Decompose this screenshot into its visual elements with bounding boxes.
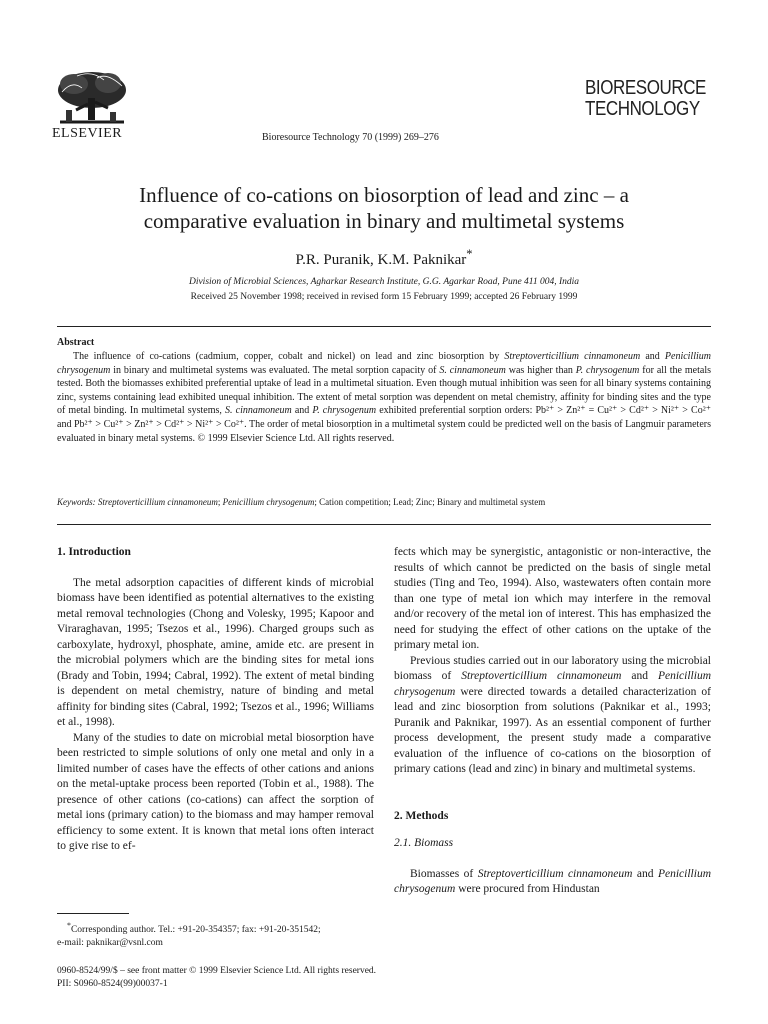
abstract-organism: S. cinnamoneum xyxy=(439,364,506,376)
footnote-divider xyxy=(57,913,129,914)
right-column xyxy=(394,545,711,898)
paragraph-segment: were directed towards a detailed characterization of lead and zinc biosorption from solutions (Paknikar et al., 1993; Puranik and Paknikar, 1997). As an essential component of further process development, the present study made a comparative evaluation of the influence of co-cations on the biosorption of primary cations (lead and zinc) in binary and multimetal systems. xyxy=(394,685,711,775)
tree-logo-icon xyxy=(52,70,132,126)
organism-name: Penicillium chrysogenum xyxy=(394,670,711,698)
abstract-segment: for all the metals tested. Both the biomasses exhibited preferential uptake of lead in a multimetal situation. Even though mutual inhibition was seen for all binary systems containing zinc, systems containing lead exhibited unequal inhibition. The extent of metal sorption was dependent on metal chemistry, affinity for binding sites and the type of metal binding. In multimetal systems, xyxy=(57,364,711,417)
footnote-line xyxy=(57,919,374,937)
abstract-text xyxy=(57,350,711,445)
footnote-mark: * xyxy=(67,921,71,930)
article-title-line1: Influence of co-cations on biosorption of lead and zinc – a xyxy=(139,183,629,207)
keyword-list: ; Cation competition; Lead; Zinc; Binary and multimetal system xyxy=(314,497,546,507)
article-authors xyxy=(60,247,708,269)
article-dates: Received 25 November 1998; received in revised form 15 February 1999; accepted 26 February 1999 xyxy=(190,292,578,302)
keyword: Streptoverticillium cinnamoneum xyxy=(97,497,218,507)
footnote-email[interactable]: e-mail: paknikar@vsnl.com xyxy=(57,938,163,949)
divider-top xyxy=(57,326,711,327)
article-title xyxy=(60,182,708,234)
publisher-name: ELSEVIER xyxy=(52,126,123,141)
abstract-organism: Penicillium chrysogenum xyxy=(57,351,711,376)
abstract-segment: and xyxy=(640,351,665,362)
paragraph: fects which may be synergistic, antagonistic or non-interactive, the results of which cannot be predicted on the basis of single metal studies (Ting and Teo, 1994). Also, wastewaters often contain more than one type of metal ion which may interfere in the removal and/or recovery of the metal ion of interest. This has emphasized the need for studying the effect of other cations on the uptake of the primary metal ion. xyxy=(394,546,711,651)
abstract-organism: Streptoverticillium cinnamoneum xyxy=(504,351,641,362)
article-title-line2: comparative evaluation in binary and multimetal systems xyxy=(143,209,625,233)
abstract-heading: Abstract xyxy=(57,337,95,348)
footnote xyxy=(57,919,374,950)
publisher-logo xyxy=(52,70,132,126)
journal-brand-line1: BIORESOURCE xyxy=(585,77,706,99)
keywords-label: Keywords: xyxy=(57,497,96,507)
abstract-segment: The influence of co-cations (cadmium, copper, cobalt and nickel) on lead and zinc biosorption by xyxy=(73,351,505,362)
organism-name: Streptoverticillium cinnamoneum xyxy=(461,670,622,682)
author-affiliation: Division of Microbial Sciences, Agharkar Research Institute, G.G. Agarkar Road, Pune 411 004, India xyxy=(188,277,580,287)
sorption-order-1: Pb²⁺ > Zn²⁺ = Cu²⁺ > Cd²⁺ > Ni²⁺ > Co²⁺ xyxy=(535,405,711,417)
abstract-segment: exhibited preferential sorption orders: xyxy=(376,405,536,417)
abstract-organism: S. cinnamoneum xyxy=(225,405,292,417)
abstract-segment: was higher than xyxy=(505,364,576,376)
paragraph: Many of the studies to date on microbial metal biosorption have been restricted to simple solutions of only one metal and only in a limited number of cases have the effects of other cations and anions on the metal-uptake process been reported (Tobin et al., 1988). The presence of other cations (co-cations) can affect the sorption of metal ions (primary cation) to the biomass and may hamper removal efficiency to some extent. It is known that metal ions often interact to give rise to ef- xyxy=(57,731,374,852)
issn-line: 0960-8524/99/$ – see front matter © 1999 Elsevier Science Ltd. All rights reserved. xyxy=(57,966,377,976)
organism-name: Streptoverticillium cinnamoneum xyxy=(477,867,633,880)
author-names: P.R. Puranik, K.M. Paknikar xyxy=(295,252,467,268)
abstract-segment: in binary and multimetal systems was evaluated. The metal sorption capacity of xyxy=(110,364,440,376)
footnote-text: Corresponding author. Tel.: +91-20-354357; fax: +91-20-351542; xyxy=(70,925,321,936)
paragraph xyxy=(394,867,711,898)
paragraph-segment: Biomasses of xyxy=(410,867,478,880)
journal-brand-line2: TECHNOLOGY xyxy=(585,98,700,120)
journal-brand xyxy=(585,78,706,120)
abstract-segment: and xyxy=(57,418,74,430)
left-column xyxy=(57,545,374,855)
section-heading-methods: 2. Methods xyxy=(394,809,449,822)
front-matter xyxy=(57,965,376,991)
keywords: Keywords: Streptoverticillium cinnamoneum; Penicillium chrysogenum; Cation competition; Lead; Zinc; Binary and multimetal system xyxy=(57,497,546,507)
paragraph-segment: and xyxy=(632,867,658,880)
subsection-heading-biomass: 2.1. Biomass xyxy=(394,837,454,849)
abstract-segment: . The order of metal biosorption in a multimetal system could be predicted well on the basis of Langmuir parameters evaluated in binary metal systems. © 1999 Elsevier Science Ltd. All rights reserved. xyxy=(57,418,711,444)
sorption-order-2: Pb²⁺ > Cu²⁺ > Zn²⁺ > Cd²⁺ > Ni²⁺ > Co²⁺ xyxy=(74,418,245,430)
abstract-segment: and xyxy=(291,405,313,417)
journal-citation: Bioresource Technology 70 (1999) 269–276 xyxy=(262,132,439,143)
paragraph: The metal adsorption capacities of different kinds of microbial biomass have been identified as potential alternatives to the existing metal removal technologies (Chong and Volesky, 1995; Kapoor and Viraraghavan, 1995; Tsezos et al., 1996). Charged groups such as carboxylate, hydroxyl, phosphate, amine, amide etc. are present in the microbial polymers which are the binding sites for metal ions (Brady and Tobin, 1994; Cabral, 1992). The extent of metal binding is dependent on metal chemistry, nature of binding and metal affinity for binding sites (Cabral, 1992; Tsezos et al., 1996; Williams et al., 1998). xyxy=(57,576,374,728)
paragraph xyxy=(394,654,711,778)
organism-name: Penicillium chrysogenum xyxy=(394,867,711,895)
divider-bottom xyxy=(57,524,711,525)
pii-line: PII: S0960-8524(99)00037-1 xyxy=(57,979,168,989)
corresponding-author-mark: * xyxy=(466,247,473,261)
paragraph-segment: and xyxy=(621,670,658,682)
abstract-organism: P. chrysogenum xyxy=(312,405,377,417)
paragraph-segment: Previous studies carried out in our laboratory using the microbial biomass of xyxy=(394,654,711,682)
abstract-organism: P. chrysogenum xyxy=(575,364,640,376)
paragraph-segment: were procured from Hindustan xyxy=(455,883,600,895)
section-heading-introduction: 1. Introduction xyxy=(57,546,131,558)
keyword: Penicillium chrysogenum xyxy=(222,497,315,507)
